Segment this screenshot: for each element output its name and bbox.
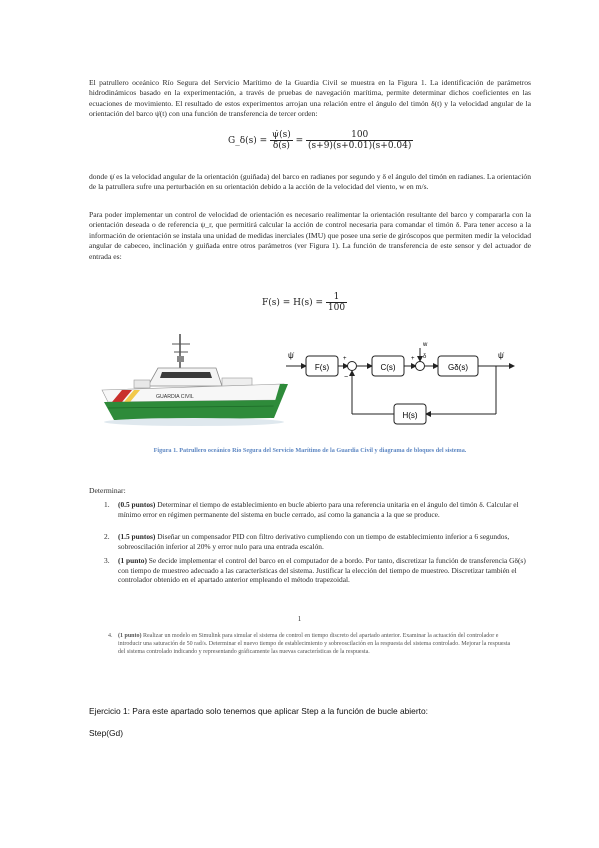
- block-f-label: F(s): [314, 363, 330, 372]
- sum1-plus: +: [343, 356, 347, 362]
- block-g-label: Gδ(s): [447, 363, 469, 372]
- output-signal-label: ψ̇: [498, 351, 504, 360]
- eq1-mid-fraction: [270, 130, 293, 151]
- eq1-rhs-den: (s+9)(s+0.01)(s+0.04): [308, 141, 412, 151]
- item-number: 3.: [104, 556, 110, 565]
- item-body: Determinar el tiempo de establecimiento en bucle abierto para una referencia unitaria en el ángulo del timón δ. Calcular el mínimo error en régimen permanente del sistema en bucle cerrado, así como la ganancia a la que se produce.: [118, 500, 519, 519]
- eq1-mid-den: δ(s): [272, 141, 290, 151]
- item-number: 1.: [104, 500, 110, 509]
- eq1-mid-num: ψ̇(s): [272, 130, 291, 140]
- eq1-rhs-num: 100: [306, 130, 413, 141]
- eq2-lhs: F(s) = H(s) =: [262, 298, 324, 308]
- item-number: 2.: [104, 532, 110, 541]
- paragraph-2: donde ψ̇ es la velocidad angular de la orientación (guiñada) del barco en radianes por segundo y δ el ángulo del timón en radianes. La orientación de la patrullera sufre una perturbación en su orientación debido a la acción de la velocidad del viento, w en m/s.: [89, 172, 531, 192]
- ship-hull-label: GUARDIA CIVIL: [156, 394, 194, 400]
- item-points: (1.5 puntos): [118, 532, 156, 541]
- summing-junction-2: [416, 362, 425, 371]
- intro-paragraph: El patrullero oceánico Río Segura del Servicio Marítimo de la Guardia Civil se muestra en la Figura 1. La identificación de parámetros hidrodinámicos basado en la experimentación, a través de pruebas de navegación marítima, permite determinar dichos coeficientes en las ecuaciones de movimiento. El resultado de estos experimentos arrojan una relación entre el ángulo del timón δ(t) y la velocidad angular de la orientación del barco ψ̇(t) con una función de transferencia de tercer orden:: [89, 78, 531, 119]
- item-points: (1 punto): [118, 556, 147, 565]
- disturbance-label: w: [423, 342, 428, 348]
- eq1-rhs-fraction: [306, 130, 413, 151]
- block-diagram: [282, 338, 522, 434]
- eq1-lhs: G_δ(s) =: [228, 136, 268, 146]
- paragraph-3: Para poder implementar un control de velocidad de orientación es necesario realimentar la orientación resultante del barco y compararla con la orientación deseada o de referencia ψ_r, que permitirá calcular la acción de control necesaria para comandar el timón δ. Para tener acceso a la información de orientación se instala una unidad de medidas inerciales (IMU) que posee una serie de giróscopos que permiten medir la velocidad angular de cabeceo, inclinación y guiñada entre otros parámetros (ver Figura 1). La función de transferencia de este sensor y del actuador de entrada es:: [89, 210, 531, 261]
- sum1-minus: −: [344, 374, 349, 381]
- delta-label: δ: [423, 354, 427, 360]
- eq1-equals: =: [295, 136, 304, 146]
- item-body: Se decide implementar el control del barco en el computador de a bordo. Por tanto, discretizar la función de transferencia Gδ(s) con tiempo de muestreo adecuado a las características del sistema. Justificar la elección del tiempo de muestreo. Discretizar también el controlador obtenido en el apartado anterior empleando el método trapezoidal.: [118, 556, 526, 585]
- item-points: (1 punto): [118, 633, 142, 639]
- sensor-transfer-equation: [262, 292, 347, 313]
- input-signal-label: ψ̇: [288, 351, 294, 360]
- sum2-plus: +: [411, 356, 415, 362]
- figure-caption: Figura 1. Patrullero oceánico Río Segura del Servicio Marítimo de la Guardia Civil y diagrama de bloques del sistema.: [153, 447, 467, 454]
- determinar-heading: Determinar:: [89, 486, 126, 495]
- transfer-function-equation: [228, 130, 413, 151]
- item-number: 4.: [108, 633, 113, 639]
- item-points: (0.5 puntos): [118, 500, 156, 509]
- eq2-fraction: [326, 292, 347, 313]
- item-body: Realizar un modelo en Simulink para simular el sistema de control en tiempo discreto del apartado anterior. Examinar la actuación del controlador e introducir una saturación de 50 rad/s. Determinar el nuevo tiempo de establecimiento y sobreoscilación en la respuesta del sistema controlado. Mejorar la respuesta del sistema controlado indicando y representando gráficamente las nuevas características de la respuesta.: [118, 633, 511, 656]
- block-h-label: H(s): [402, 411, 418, 420]
- item-body: Diseñar un compensador PID con filtro derivativo cumpliendo con un tiempo de establecimiento inferior a 6 segundos, sobreoscilación inferior al 20% y error nulo para una entrada escalón.: [118, 532, 510, 551]
- question-item-4: [108, 632, 518, 657]
- item-text: [118, 532, 530, 551]
- eq2-num: 1: [326, 292, 347, 303]
- item-text: [118, 556, 530, 585]
- answer-line-1: Ejercicio 1: Para este apartado solo tenemos que aplicar Step a la función de bucle abierto:: [89, 706, 428, 716]
- answer-line-2: Step(Gd): [89, 728, 123, 738]
- item-text: [118, 500, 530, 519]
- eq2-den: 100: [327, 303, 346, 313]
- block-c-label: C(s): [380, 363, 396, 372]
- summing-junction-1: [348, 362, 357, 371]
- patrol-ship-illustration: [98, 328, 290, 428]
- page-number: 1: [297, 615, 302, 623]
